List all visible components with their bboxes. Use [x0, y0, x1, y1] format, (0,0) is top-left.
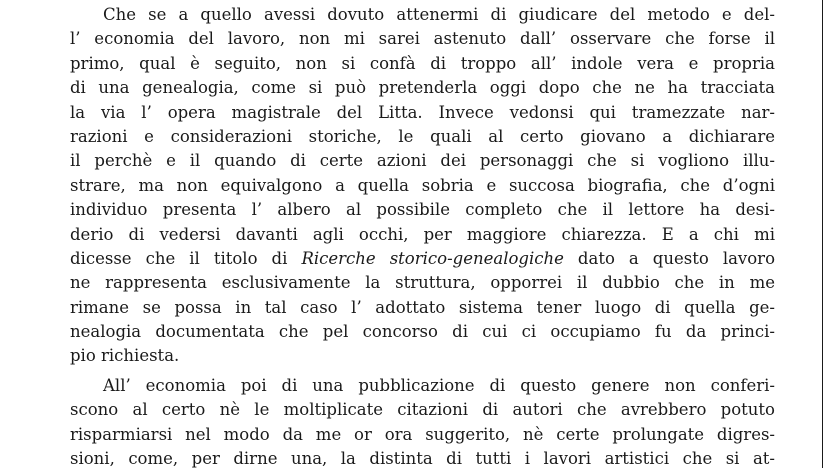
text-line: il perchè e il quando di certe azioni dei personaggi che si vogliono illu- — [70, 151, 775, 171]
text-line: pio richiesta. — [70, 346, 180, 366]
text-line: derio di vedersi davanti agli occhi, per maggiore chiarezza. E a chi mi — [70, 224, 775, 244]
text-line: individuo presenta l’ albero al possibile completo che il lettore ha desi- — [70, 200, 775, 220]
text-line: strare, ma non equivalgono a quella sobria e succosa biografia, che d’ogni — [70, 175, 775, 195]
text-line: scono al certo nè le moltiplicate citazioni di autori che avrebbero potuto — [70, 400, 775, 420]
text-line: la via l’ opera magistrale del Litta. Invece vedonsi qui tramezzate nar- — [70, 102, 775, 122]
text-line: di una genealogia, come si può pretenderla oggi dopo che ne ha tracciata — [70, 78, 775, 98]
text-segment: dicesse che il titolo di — [70, 248, 302, 268]
text-line-with-title — [70, 247, 775, 271]
page-edge-divider — [822, 0, 823, 468]
text-line: sioni, come, per dirne una, la distinta di tutti i lavori artistici che si at- — [70, 449, 775, 468]
text-line: ne rappresenta esclusivamente la struttura, opporrei il dubbio che in me — [70, 273, 775, 293]
text-line: risparmiarsi nel modo da me or ora suggerito, nè certe prolungate digres- — [70, 424, 775, 444]
text-line: rimane se possa in tal caso l’ adottato sistema tener luogo di quella ge- — [70, 297, 775, 317]
text-line: All’ economia poi di una pubblicazione di questo genere non conferi- — [103, 375, 775, 395]
text-line: Che se a quello avessi dovuto attenermi di giudicare del metodo e del- — [103, 5, 775, 24]
text-line: razioni e considerazioni storiche, le quali al certo giovano a dichiarare — [70, 126, 775, 146]
italic-title: Ricerche storico-genealogiche — [301, 248, 564, 268]
text-line: l’ economia del lavoro, non mi sarei astenuto dall’ osservare che forse il — [70, 29, 775, 49]
text-line: primo, qual è seguito, non si confà di troppo all’ indole vera e propria — [70, 53, 775, 73]
paragraph-1 — [70, 3, 775, 369]
text-line: nealogia documentata che pel concorso di cui ci occupiamo fu da princi- — [70, 322, 775, 342]
text-segment: dato a questo lavoro — [563, 248, 775, 268]
body-text — [70, 3, 775, 468]
paragraph-2 — [70, 374, 775, 468]
